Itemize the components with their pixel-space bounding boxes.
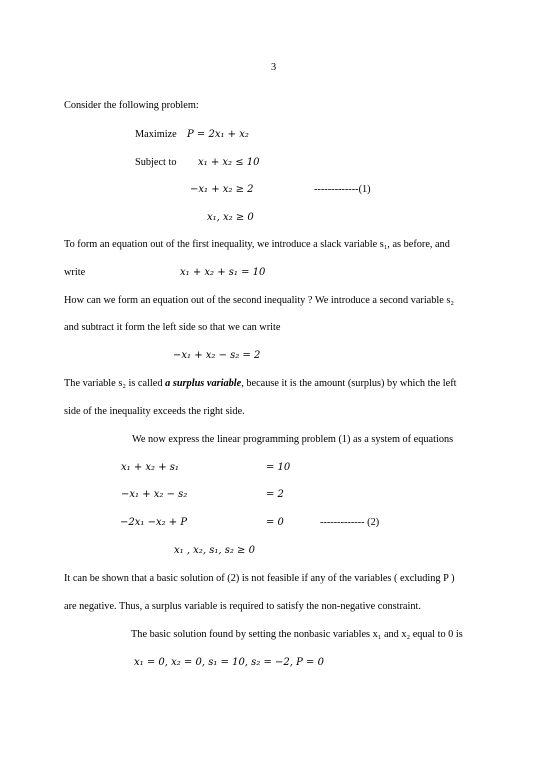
- system-intro: We now express the linear programming problem (1) as a system of equations: [132, 434, 454, 445]
- definition-line2: side of the inequality exceeds the right side.: [64, 406, 245, 417]
- slack-equation: x₁ + x₂ + s₁ = 10: [180, 267, 266, 278]
- objective-function: P = 2x₁ + x₂: [187, 129, 249, 140]
- system-eq1-lhs: x₁ + x₂ + s₁: [121, 462, 179, 473]
- surplus-equation: −x₁ + x₂ − s₂ = 2: [173, 350, 261, 361]
- system-nonnegativity: x₁ , x₂, s₁, s₂ ≥ 0: [174, 545, 255, 556]
- surplus-paragraph-line1: How can we form an equation out of the second inequality ? We introduce a second variable s₂: [64, 295, 455, 306]
- system-eq3-rhs: = 0: [266, 517, 284, 528]
- feasibility-line1: It can be shown that a basic solution of (2) is not feasible if any of the variables ( excluding P ): [64, 573, 455, 584]
- definition-pre: The variable s₂ is called: [64, 378, 166, 389]
- slack-paragraph: To form an equation out of the first inequality, we introduce a slack variable s₁, as before, and: [64, 239, 450, 250]
- nonnegativity-constraint: x₁, x₂ ≥ 0: [207, 212, 254, 223]
- definition-post: , because it is the amount (surplus) by which the left: [241, 378, 457, 389]
- feasibility-line2: are negative. Thus, a surplus variable is required to satisfy the non-negative constraint.: [64, 601, 421, 612]
- system-eq1-rhs: = 10: [266, 462, 291, 473]
- subject-to-label: Subject to: [135, 157, 177, 168]
- write-label: write: [64, 267, 86, 278]
- system-eq2-rhs: = 2: [266, 489, 284, 500]
- maximize-label: Maximize: [135, 129, 177, 140]
- constraint-1: x₁ + x₂ ≤ 10: [198, 157, 260, 168]
- constraint-2: −x₁ + x₂ ≥ 2: [190, 184, 254, 195]
- page-number: 3: [271, 62, 277, 73]
- basic-solution-values: x₁ = 0, x₂ = 0, s₁ = 10, s₂ = −2, P = 0: [134, 657, 324, 668]
- system-eq3-reference: ------------- (2): [320, 517, 380, 528]
- definition-term: a surplus variable: [165, 378, 242, 389]
- surplus-paragraph-line2: and subtract it form the left side so that we can write: [64, 322, 281, 333]
- system-eq3-lhs: −2x₁ −x₂ + P: [120, 517, 188, 528]
- definition-line1: [64, 379, 457, 389]
- basic-solution-intro: The basic solution found by setting the nonbasic variables x₁ and x₂ equal to 0 is: [131, 629, 463, 640]
- intro-text: Consider the following problem:: [64, 100, 199, 111]
- system-eq2-lhs: −x₁ + x₂ − s₂: [121, 489, 188, 500]
- constraint-2-reference: -------------(1): [314, 184, 371, 195]
